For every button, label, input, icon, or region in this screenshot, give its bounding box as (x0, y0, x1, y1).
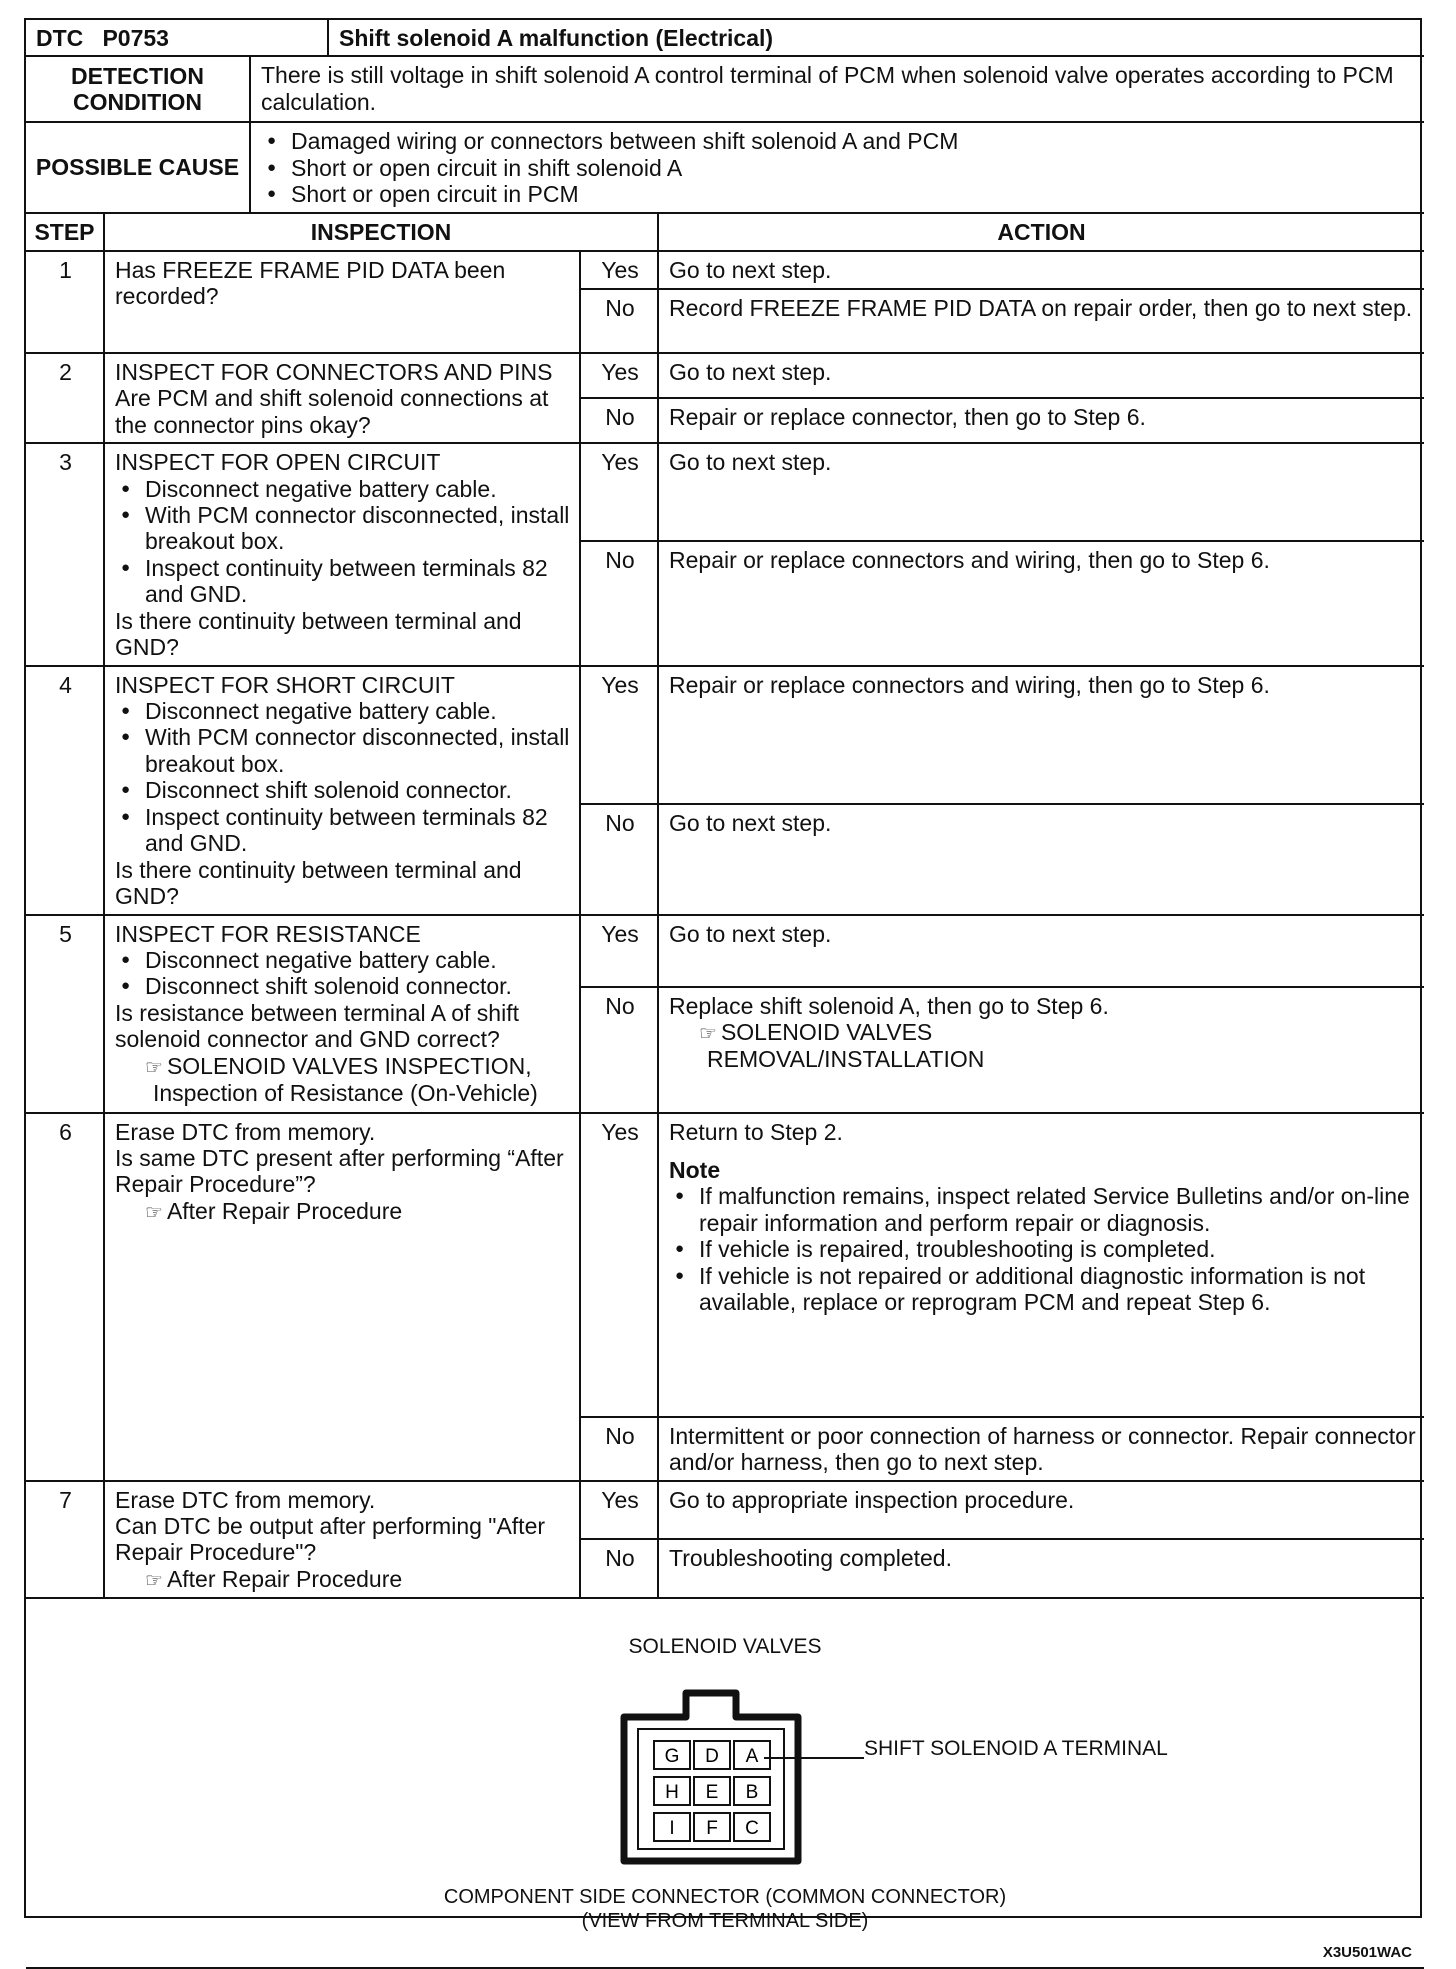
step-question: Is there continuity between terminal and GND? (115, 856, 522, 910)
reference-link[interactable] (115, 1566, 571, 1593)
cause-item: ● Short or open circuit in shift solenoid A (261, 155, 1416, 181)
reference-text: After Repair Procedure (166, 1197, 403, 1224)
service-manual-page (24, 18, 1422, 1961)
yes-action: Go to next step. (658, 353, 1424, 398)
step-inspection (104, 443, 580, 666)
step-question: Are PCM and shift solenoid connections at the connector pins okay? (115, 385, 549, 438)
pin-label: H (665, 1781, 679, 1803)
reference-link[interactable] (115, 1198, 571, 1225)
reference-text: After Repair Procedure (166, 1565, 403, 1592)
possible-cause-list (250, 122, 1424, 212)
step-inspection (104, 915, 580, 1113)
step-number: 6 (26, 1113, 104, 1481)
cause-item: ● Short or open circuit in PCM (261, 181, 1416, 207)
no-action: Troubleshooting completed. (658, 1539, 1424, 1598)
yes-label: Yes (580, 1113, 658, 1417)
connector-pins (654, 1741, 770, 1841)
no-action: Go to next step. (658, 804, 1424, 914)
pin-label: C (745, 1817, 759, 1839)
pin-label: B (745, 1781, 759, 1803)
step-title: INSPECT FOR RESISTANCE (115, 920, 421, 947)
pin-label: D (705, 1745, 719, 1767)
reference-subtext: Inspection of Resistance (On-Vehicle) (153, 1079, 538, 1106)
step-bullet: ● Disconnect shift solenoid connector. (115, 973, 571, 999)
pin-label: E (705, 1781, 719, 1803)
no-action-text: Replace shift solenoid A, then go to Step 6. (669, 992, 1109, 1019)
yes-label: Yes (580, 443, 658, 541)
step-bullet: ● Inspect continuity between terminals 82 and GND. (115, 804, 571, 857)
diagram-cell (26, 1598, 1424, 1968)
yes-label: Yes (580, 666, 658, 805)
step-question: Is same DTC present after performing “After Repair Procedure”? (115, 1144, 564, 1198)
step-inspection: Has FREEZE FRAME PID DATA been recorded? (104, 251, 580, 353)
action-column-header: ACTION (658, 213, 1424, 251)
yes-action (658, 1113, 1424, 1417)
reference-text: SOLENOID VALVES (720, 1018, 933, 1045)
step-title: INSPECT FOR SHORT CIRCUIT (115, 671, 455, 698)
detection-condition-label: DETECTION CONDITION (26, 56, 250, 122)
step-question: Is resistance between terminal A of shift solenoid connector and GND correct? (115, 999, 519, 1053)
yes-label: Yes (580, 1481, 658, 1540)
no-action: Record FREEZE FRAME PID DATA on repair order, then go to next step. (658, 289, 1424, 353)
pointing-hand-icon: ☞ (145, 1201, 163, 1224)
step-column-header: STEP (26, 213, 104, 251)
step-question: Is there continuity between terminal and GND? (115, 607, 522, 661)
dtc-label: DTC (36, 25, 84, 51)
yes-action: Go to appropriate inspection procedure. (658, 1481, 1424, 1540)
no-action: Intermittent or poor connection of harness or connector. Repair connector and/or harness, then go to next step. (658, 1417, 1424, 1481)
dtc-code-cell (26, 20, 328, 56)
step-bullet: ● Disconnect negative battery cable. (115, 476, 571, 502)
connector-drawing (616, 1679, 866, 1879)
pin-label: A (745, 1745, 759, 1767)
pin-label: G (664, 1745, 680, 1767)
yes-action: Go to next step. (658, 251, 1424, 289)
pin-label: I (669, 1817, 675, 1839)
dtc-table (26, 20, 1424, 1969)
no-label: No (580, 987, 658, 1113)
caption-line: (VIEW FROM TERMINAL SIDE) (581, 1909, 869, 1932)
note-item: ● If malfunction remains, inspect related Service Bulletins and/or on-line repair information and perform repair or diagnosis. (669, 1183, 1416, 1236)
note-title: Note (669, 1156, 721, 1183)
reference-link[interactable] (669, 1019, 1416, 1046)
pointing-hand-icon: ☞ (145, 1569, 163, 1592)
inspection-column-header: INSPECTION (104, 213, 658, 251)
step-number: 5 (26, 915, 104, 1113)
reference-text: SOLENOID VALVES INSPECTION, (166, 1052, 532, 1079)
step-title: INSPECT FOR OPEN CIRCUIT (115, 449, 441, 476)
reference-link[interactable] (115, 1053, 571, 1080)
no-label: No (580, 541, 658, 666)
yes-label: Yes (580, 915, 658, 987)
detection-condition-text: There is still voltage in shift solenoid A control terminal of PCM when solenoid valve operates according to PCM calculation. (250, 56, 1424, 122)
dtc-code: P0753 (102, 25, 169, 51)
yes-action-text: Return to Step 2. (669, 1118, 843, 1145)
reference-subtext: REMOVAL/INSTALLATION (707, 1045, 985, 1072)
step-line: Erase DTC from memory. (115, 1486, 376, 1513)
pointing-hand-icon: ☞ (699, 1022, 717, 1045)
terminal-label: SHIFT SOLENOID A TERMINAL (864, 1736, 1168, 1760)
no-action (658, 987, 1424, 1113)
step-number: 4 (26, 666, 104, 915)
diagram-title: SOLENOID VALVES (628, 1634, 822, 1658)
yes-action: Go to next step. (658, 443, 1424, 541)
caption-line: COMPONENT SIDE CONNECTOR (COMMON CONNECTOR) (443, 1885, 1007, 1908)
step-bullet: ● Disconnect negative battery cable. (115, 947, 571, 973)
step-inspection (104, 353, 580, 443)
figure-code: X3U501WAC (1322, 1943, 1413, 1961)
no-label: No (580, 804, 658, 914)
dtc-title: Shift solenoid A malfunction (Electrical) (328, 20, 1424, 56)
step-question: Can DTC be output after performing "After Repair Procedure"? (115, 1512, 546, 1566)
note-item: ● If vehicle is repaired, troubleshooting is completed. (669, 1236, 1416, 1262)
diagram-caption (26, 1885, 1424, 1933)
pin-label: F (706, 1817, 718, 1839)
no-label: No (580, 1539, 658, 1598)
note-item: ● If vehicle is not repaired or additional diagnostic information is not available, replace or reprogram PCM and repeat Step 6. (669, 1263, 1416, 1316)
step-inspection (104, 1113, 580, 1481)
cause-item: ● Damaged wiring or connectors between shift solenoid A and PCM (261, 128, 1416, 154)
pointing-hand-icon: ☞ (145, 1056, 163, 1079)
step-number: 2 (26, 353, 104, 443)
yes-action: Go to next step. (658, 915, 1424, 987)
no-action: Repair or replace connectors and wiring, then go to Step 6. (658, 541, 1424, 666)
yes-label: Yes (580, 251, 658, 289)
step-line: Erase DTC from memory. (115, 1118, 376, 1145)
step-bullet: ● Disconnect negative battery cable. (115, 698, 571, 724)
step-title: INSPECT FOR CONNECTORS AND PINS (115, 358, 553, 385)
no-label: No (580, 1417, 658, 1481)
yes-action: Repair or replace connectors and wiring, then go to Step 6. (658, 666, 1424, 805)
step-number: 7 (26, 1481, 104, 1598)
step-number: 1 (26, 251, 104, 353)
step-bullet: ● Inspect continuity between terminals 82 and GND. (115, 555, 571, 608)
no-action: Repair or replace connector, then go to Step 6. (658, 398, 1424, 443)
no-label: No (580, 289, 658, 353)
connector-diagram (26, 1599, 1424, 1967)
step-inspection (104, 1481, 580, 1598)
no-label: No (580, 398, 658, 443)
step-bullet: ● Disconnect shift solenoid connector. (115, 777, 571, 803)
step-bullet: ● With PCM connector disconnected, install breakout box. (115, 724, 571, 777)
step-number: 3 (26, 443, 104, 666)
step-bullet: ● With PCM connector disconnected, install breakout box. (115, 502, 571, 555)
possible-cause-label: POSSIBLE CAUSE (26, 122, 250, 212)
yes-label: Yes (580, 353, 658, 398)
step-inspection (104, 666, 580, 915)
